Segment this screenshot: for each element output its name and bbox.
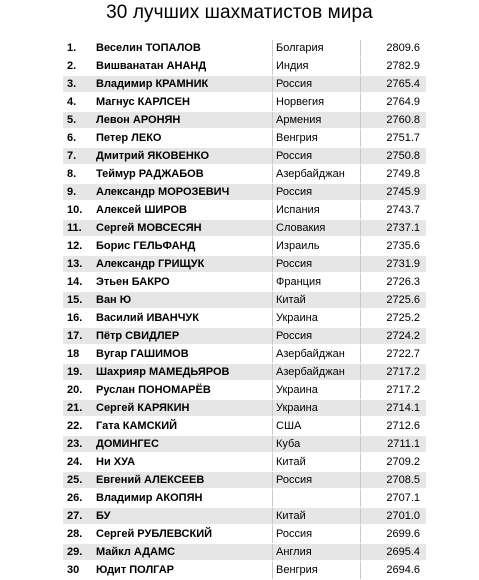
player-rating: 2724.2 — [360, 328, 426, 346]
player-rating: 2764.9 — [360, 94, 426, 112]
player-country: Куба — [272, 436, 360, 454]
player-name: Шахрияр МАМЕДЬЯРОВ — [94, 364, 272, 382]
player-name: Владимир АКОПЯН — [94, 490, 272, 508]
player-rank: 26. — [63, 490, 94, 508]
player-country: Испания — [272, 202, 360, 220]
player-rank: 3. — [63, 76, 94, 94]
player-name: Веселин ТОПАЛОВ — [94, 40, 272, 58]
table-row — [63, 184, 426, 202]
player-rating: 2765.4 — [360, 76, 426, 94]
player-rank: 16. — [63, 310, 94, 328]
table-row — [63, 148, 426, 166]
player-rating: 2743.7 — [360, 202, 426, 220]
player-name: Сергей КАРЯКИН — [94, 400, 272, 418]
table-row — [63, 526, 426, 544]
ranking-table-body — [63, 40, 426, 580]
table-row — [63, 130, 426, 148]
player-country: Норвегия — [272, 94, 360, 112]
player-rank: 7. — [63, 148, 94, 166]
player-rank: 22. — [63, 418, 94, 436]
player-country: Англия — [272, 544, 360, 562]
player-name: Борис ГЕЛЬФАНД — [94, 238, 272, 256]
player-rating: 2725.6 — [360, 292, 426, 310]
player-rating: 2701.0 — [360, 508, 426, 526]
player-country: Азербайджан — [272, 166, 360, 184]
player-rank: 19. — [63, 364, 94, 382]
player-name: Руслан ПОНОМАРЁВ — [94, 382, 272, 400]
player-country: Китай — [272, 454, 360, 472]
player-rank: 15. — [63, 292, 94, 310]
player-country: Китай — [272, 508, 360, 526]
player-rating: 2735.6 — [360, 238, 426, 256]
player-rating: 2745.9 — [360, 184, 426, 202]
player-country: Россия — [272, 256, 360, 274]
table-row — [63, 94, 426, 112]
player-rank: 23. — [63, 436, 94, 454]
table-row — [63, 400, 426, 418]
table-row — [63, 454, 426, 472]
player-country: Венгрия — [272, 130, 360, 148]
table-row — [63, 328, 426, 346]
player-rating: 2750.8 — [360, 148, 426, 166]
player-country: Израиль — [272, 238, 360, 256]
player-rank: 1. — [63, 40, 94, 58]
table-row — [63, 202, 426, 220]
table-row — [63, 256, 426, 274]
player-country: Россия — [272, 328, 360, 346]
player-name: Пётр СВИДЛЕР — [94, 328, 272, 346]
player-name: Теймур РАДЖАБОВ — [94, 166, 272, 184]
player-name: Этьен БАКРО — [94, 274, 272, 292]
player-name: Магнус КАРЛСЕН — [94, 94, 272, 112]
player-rating: 2708.5 — [360, 472, 426, 490]
table-row — [63, 490, 426, 508]
player-rank: 12. — [63, 238, 94, 256]
player-rating: 2751.7 — [360, 130, 426, 148]
player-name: Сергей МОВСЕСЯН — [94, 220, 272, 238]
player-name: БУ — [94, 508, 272, 526]
player-rank: 8. — [63, 166, 94, 184]
player-country: Россия — [272, 472, 360, 490]
player-name: Владимир КРАМНИК — [94, 76, 272, 94]
player-country: Россия — [272, 76, 360, 94]
ranking-table — [63, 40, 426, 580]
player-rank: 29. — [63, 544, 94, 562]
player-rating: 2722.7 — [360, 346, 426, 364]
player-rank: 9. — [63, 184, 94, 202]
player-country: Словакия — [272, 220, 360, 238]
player-country: Россия — [272, 148, 360, 166]
table-row — [63, 544, 426, 562]
player-rating: 2699.6 — [360, 526, 426, 544]
player-name: Евгений АЛЕКСЕЕВ — [94, 472, 272, 490]
player-rank: 20. — [63, 382, 94, 400]
player-rating: 2725.2 — [360, 310, 426, 328]
player-name: Левон АРОНЯН — [94, 112, 272, 130]
player-rating: 2717.2 — [360, 364, 426, 382]
player-name: Майкл АДАМС — [94, 544, 272, 562]
player-country: Армения — [272, 112, 360, 130]
player-country: Украина — [272, 310, 360, 328]
table-row — [63, 418, 426, 436]
table-row — [63, 58, 426, 76]
player-name: Василий ИВАНЧУК — [94, 310, 272, 328]
player-rating: 2712.6 — [360, 418, 426, 436]
player-name: Петер ЛЕКО — [94, 130, 272, 148]
player-rating: 2782.9 — [360, 58, 426, 76]
player-rating: 2709.2 — [360, 454, 426, 472]
player-name: Ван Ю — [94, 292, 272, 310]
player-rating: 2694.6 — [360, 562, 426, 580]
player-country: Украина — [272, 382, 360, 400]
player-country: Азербайджан — [272, 346, 360, 364]
table-row — [63, 220, 426, 238]
player-rank: 27. — [63, 508, 94, 526]
table-row — [63, 292, 426, 310]
player-rating: 2737.1 — [360, 220, 426, 238]
player-name: Вугар ГАШИМОВ — [94, 346, 272, 364]
table-row — [63, 76, 426, 94]
table-row — [63, 562, 426, 580]
player-rating: 2707.1 — [360, 490, 426, 508]
table-row — [63, 310, 426, 328]
player-rank: 21. — [63, 400, 94, 418]
player-rating: 2749.8 — [360, 166, 426, 184]
player-rank: 10. — [63, 202, 94, 220]
player-rating: 2695.4 — [360, 544, 426, 562]
player-rating: 2726.3 — [360, 274, 426, 292]
player-name: Ни ХУА — [94, 454, 272, 472]
player-country — [272, 490, 360, 508]
player-rating: 2717.2 — [360, 382, 426, 400]
player-rank: 14. — [63, 274, 94, 292]
player-country: Индия — [272, 58, 360, 76]
player-rank: 24. — [63, 454, 94, 472]
player-country: США — [272, 418, 360, 436]
player-name: Алексей ШИРОВ — [94, 202, 272, 220]
table-row — [63, 472, 426, 490]
player-rank: 25. — [63, 472, 94, 490]
player-rank: 28. — [63, 526, 94, 544]
player-name: Сергей РУБЛЕВСКИЙ — [94, 526, 272, 544]
page-title: 30 лучших шахматистов мира — [106, 2, 373, 23]
player-rank: 18 — [63, 346, 94, 364]
player-rank: 5. — [63, 112, 94, 130]
player-rating: 2731.9 — [360, 256, 426, 274]
player-rank: 2. — [63, 58, 94, 76]
player-rank: 6. — [63, 130, 94, 148]
player-rank: 4. — [63, 94, 94, 112]
table-row — [63, 382, 426, 400]
player-rank: 17. — [63, 328, 94, 346]
table-row — [63, 238, 426, 256]
player-country: Венгрия — [272, 562, 360, 580]
player-name: Вишванатан АНАНД — [94, 58, 272, 76]
table-row — [63, 436, 426, 454]
player-rating: 2760.8 — [360, 112, 426, 130]
table-row — [63, 274, 426, 292]
player-country: Азербайджан — [272, 364, 360, 382]
player-rating: 2711.1 — [360, 436, 426, 454]
player-name: Дмитрий ЯКОВЕНКО — [94, 148, 272, 166]
player-name: Гата КАМСКИЙ — [94, 418, 272, 436]
player-country: Россия — [272, 526, 360, 544]
table-row — [63, 508, 426, 526]
table-row — [63, 166, 426, 184]
table-row — [63, 346, 426, 364]
player-country: Китай — [272, 292, 360, 310]
player-rating: 2809.6 — [360, 40, 426, 58]
player-rank: 30 — [63, 562, 94, 580]
player-rank: 13. — [63, 256, 94, 274]
table-row — [63, 364, 426, 382]
player-rating: 2714.1 — [360, 400, 426, 418]
table-row — [63, 40, 426, 58]
player-country: Украина — [272, 400, 360, 418]
player-name: Александр МОРОЗЕВИЧ — [94, 184, 272, 202]
player-rank: 11. — [63, 220, 94, 238]
player-name: Александр ГРИЩУК — [94, 256, 272, 274]
player-country: Франция — [272, 274, 360, 292]
table-row — [63, 112, 426, 130]
player-name: ДОМИНГЕС — [94, 436, 272, 454]
player-country: Болгария — [272, 40, 360, 58]
player-name: Юдит ПОЛГАР — [94, 562, 272, 580]
player-country: Россия — [272, 184, 360, 202]
